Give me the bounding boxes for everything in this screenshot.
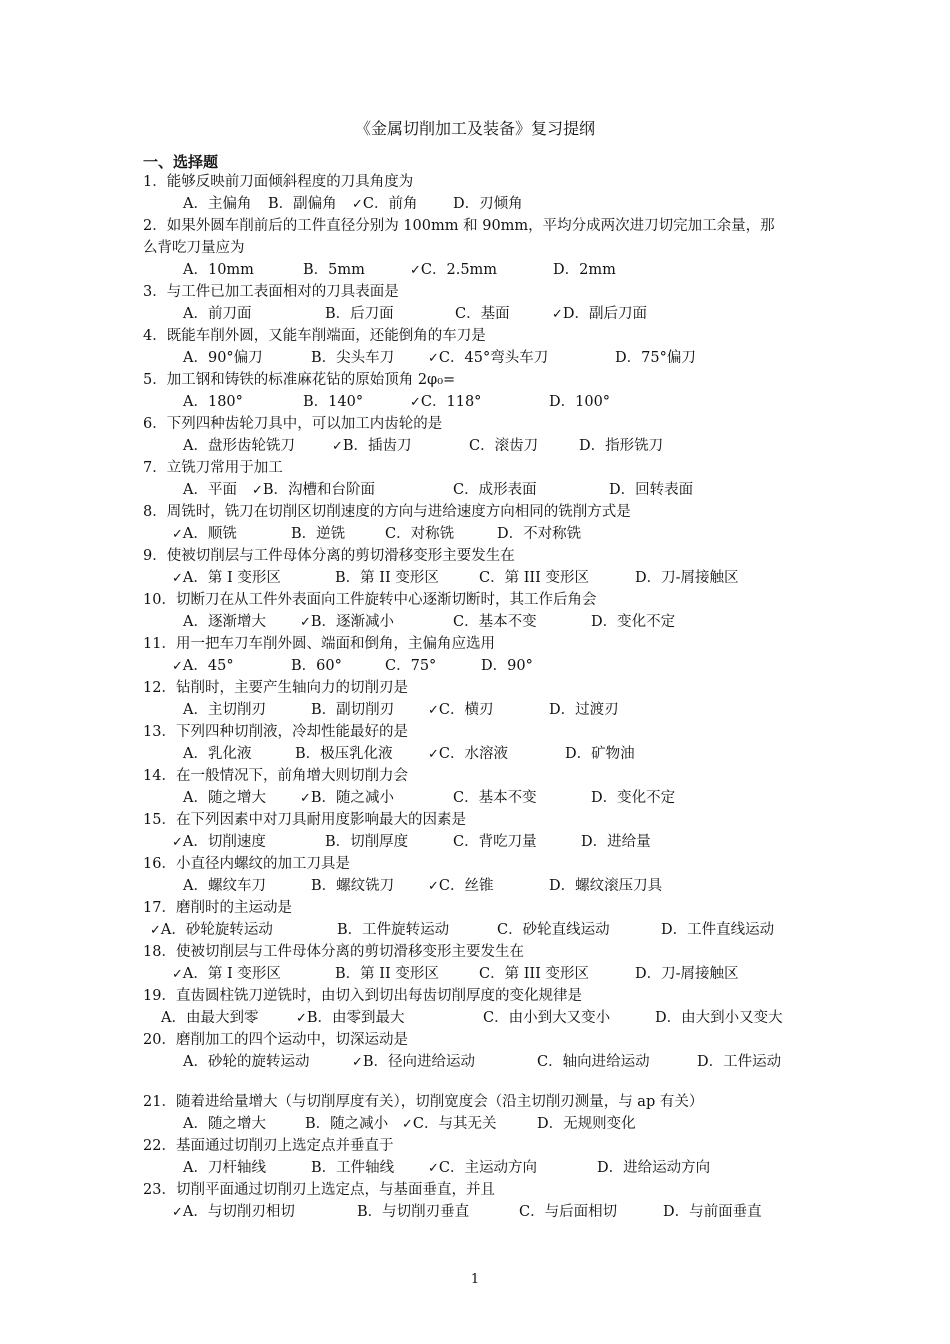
option-label: D．刀-屑接触区 xyxy=(635,966,739,982)
option-label: D．进给量 xyxy=(581,834,651,850)
option-choice xyxy=(296,1007,405,1030)
option-choice xyxy=(428,1157,537,1180)
option-label: C．砂轮直线运动 xyxy=(497,922,610,938)
option-choice xyxy=(172,1201,295,1224)
option-label: B．径向进给运动 xyxy=(362,1054,476,1070)
option-choice xyxy=(305,1113,388,1135)
option-choice xyxy=(183,1051,309,1073)
check-mark-icon: ✓ xyxy=(300,791,311,806)
option-row xyxy=(161,1007,803,1029)
option-choice xyxy=(183,787,266,809)
option-label: A．盘形齿轮铣刀 xyxy=(183,438,295,454)
option-choice xyxy=(332,435,412,458)
question-item xyxy=(143,545,803,589)
page-number: 1 xyxy=(470,1272,480,1287)
option-choice xyxy=(553,259,616,281)
option-label: A．第 I 变形区 xyxy=(182,570,281,586)
question-item xyxy=(143,171,803,215)
option-label: B．工件旋转运动 xyxy=(337,922,450,938)
question-stem: 16．小直径内螺纹的加工刀具是 xyxy=(143,856,350,872)
check-mark-icon: ✓ xyxy=(402,1117,413,1132)
option-choice xyxy=(183,259,254,281)
option-label: A．180° xyxy=(183,394,243,410)
check-mark-icon: ✓ xyxy=(428,1161,439,1176)
option-row xyxy=(172,963,803,985)
question-item xyxy=(143,1029,803,1073)
option-label: C．水溶液 xyxy=(438,746,509,762)
option-label: A．随之增大 xyxy=(183,1116,266,1132)
question-item xyxy=(143,501,803,545)
option-choice xyxy=(428,875,494,898)
option-label: D．变化不定 xyxy=(591,790,676,806)
option-label: A．90°偏刀 xyxy=(183,350,263,366)
option-choice xyxy=(537,1113,636,1135)
option-row xyxy=(183,391,803,413)
option-choice xyxy=(303,391,363,413)
question-stem: 19．直齿圆柱铣刀逆铣时，由切入到切出每齿切削厚度的变化规律是 xyxy=(143,988,582,1004)
option-choice xyxy=(635,963,739,985)
question-stem: 12．钻削时，主要产生轴向力的切削刃是 xyxy=(143,680,408,696)
question-item xyxy=(143,589,803,633)
option-choice xyxy=(428,699,494,722)
option-choice xyxy=(335,567,439,589)
option-label: C．第 III 变形区 xyxy=(479,966,589,982)
option-choice xyxy=(183,875,266,897)
question-item xyxy=(143,809,803,853)
option-label: A．顺铣 xyxy=(182,526,237,542)
option-label: A．随之增大 xyxy=(183,790,266,806)
option-choice xyxy=(591,611,675,633)
option-label: C．轴向进给运动 xyxy=(537,1054,650,1070)
option-label: D．变化不定 xyxy=(591,614,676,630)
check-mark-icon: ✓ xyxy=(172,659,183,674)
option-choice xyxy=(469,435,538,457)
option-label: B．极压乳化液 xyxy=(295,746,393,762)
question-stem: 15．在下列因素中对刀具耐用度影响最大的因素是 xyxy=(143,812,466,828)
option-label: C．与其无关 xyxy=(412,1116,497,1132)
option-choice xyxy=(552,303,647,326)
option-choice xyxy=(615,347,696,369)
option-label: C．横刃 xyxy=(438,702,494,718)
question-stem: 14．在一般情况下，前角增大则切削力会 xyxy=(143,768,408,784)
option-choice xyxy=(172,831,266,854)
check-mark-icon: ✓ xyxy=(172,527,183,542)
option-choice xyxy=(311,699,394,721)
option-label: D．回转表面 xyxy=(609,482,694,498)
option-label: A．45° xyxy=(182,658,234,674)
question-stem: 13．下列四种切削液，冷却性能最好的是 xyxy=(143,724,408,740)
question-item xyxy=(143,457,803,501)
question-stem: 7．立铣刀常用于加工 xyxy=(143,460,283,476)
option-label: D．过渡刃 xyxy=(549,702,619,718)
option-label: A．10mm xyxy=(183,262,254,278)
option-choice xyxy=(453,787,537,809)
question-item xyxy=(143,985,803,1029)
option-label: D．矿物油 xyxy=(565,746,635,762)
option-label: B．逆铣 xyxy=(291,526,346,542)
check-mark-icon: ✓ xyxy=(172,967,183,982)
question-stem: 10．切断刀在从工件外表面向工件旋转中心逐渐切断时，其工作后角会 xyxy=(143,592,597,608)
option-choice xyxy=(519,1201,617,1223)
option-choice xyxy=(497,523,581,545)
question-item xyxy=(143,633,803,677)
option-row xyxy=(183,347,803,369)
option-label: B．与切削刃垂直 xyxy=(357,1204,470,1220)
option-label: B．5mm xyxy=(303,262,365,278)
option-label: D．螺纹滚压刀具 xyxy=(549,878,663,894)
question-stem: 20．磨削加工的四个运动中，切深运动是 xyxy=(143,1032,408,1048)
option-label: C．背吃刀量 xyxy=(453,834,537,850)
option-label: D．与前面垂直 xyxy=(663,1204,762,1220)
option-label: C．滚齿刀 xyxy=(469,438,539,454)
option-row xyxy=(183,303,803,325)
question-item xyxy=(143,1091,803,1135)
option-choice xyxy=(609,479,693,501)
option-choice xyxy=(661,919,774,941)
option-choice xyxy=(385,523,454,545)
section-title: 一、选择题 xyxy=(143,153,219,171)
question-item xyxy=(143,215,803,281)
option-choice xyxy=(481,655,533,677)
option-row xyxy=(172,567,803,589)
question-stem: 17．磨削时的主运动是 xyxy=(143,900,292,916)
option-choice xyxy=(303,259,365,281)
question-item xyxy=(143,897,803,941)
option-choice xyxy=(183,699,266,721)
question-item xyxy=(143,765,803,809)
option-label: D．工件运动 xyxy=(697,1054,782,1070)
option-choice xyxy=(172,523,237,546)
option-row xyxy=(172,523,803,545)
option-choice xyxy=(579,435,663,457)
option-choice xyxy=(635,567,739,589)
option-label: C．基面 xyxy=(455,306,510,322)
option-row xyxy=(183,875,803,897)
option-label: B．逐渐减小 xyxy=(310,614,395,630)
option-choice xyxy=(311,347,394,369)
option-choice xyxy=(311,1157,394,1179)
option-label: B．第 II 变形区 xyxy=(335,966,439,982)
option-choice xyxy=(352,193,418,216)
option-label: D．刃倾角 xyxy=(453,196,523,212)
option-choice xyxy=(549,875,662,897)
option-row xyxy=(183,193,803,215)
option-choice xyxy=(183,1157,266,1179)
option-label: C．第 III 变形区 xyxy=(479,570,589,586)
option-label: B．工件轴线 xyxy=(311,1160,395,1176)
check-mark-icon: ✓ xyxy=(428,879,439,894)
check-mark-icon: ✓ xyxy=(172,1205,183,1220)
option-choice xyxy=(453,611,537,633)
option-choice xyxy=(410,259,497,282)
option-label: A．由最大到零 xyxy=(161,1010,259,1026)
option-choice xyxy=(497,919,610,941)
option-label: B．由零到最大 xyxy=(306,1010,405,1026)
option-row xyxy=(183,1113,803,1135)
question-stem: 4．既能车削外圆，又能车削端面，还能倒角的车刀是 xyxy=(143,328,486,344)
question-stem: 5．加工钢和铸铁的标准麻花钻的原始顶角 2φ₀= xyxy=(143,372,456,388)
question-item xyxy=(143,1135,803,1179)
option-choice xyxy=(300,787,394,810)
check-mark-icon: ✓ xyxy=(428,351,439,366)
check-mark-icon: ✓ xyxy=(252,483,263,498)
option-choice xyxy=(565,743,635,765)
option-label: B．副偏角 xyxy=(268,196,337,212)
check-mark-icon: ✓ xyxy=(300,615,311,630)
option-choice xyxy=(697,1051,781,1073)
option-label: A．刀杆轴线 xyxy=(183,1160,266,1176)
option-choice xyxy=(402,1113,497,1136)
blank-line xyxy=(143,1073,803,1091)
option-label: C．基本不变 xyxy=(453,614,537,630)
option-choice xyxy=(311,875,394,897)
check-mark-icon: ✓ xyxy=(552,307,563,322)
option-choice xyxy=(453,193,523,215)
option-row xyxy=(183,699,803,721)
option-choice xyxy=(291,523,345,545)
option-label: A．逐渐增大 xyxy=(183,614,266,630)
option-label: D．不对称铣 xyxy=(497,526,582,542)
check-mark-icon: ✓ xyxy=(150,923,161,938)
option-label: D．刀-屑接触区 xyxy=(635,570,739,586)
question-item xyxy=(143,853,803,897)
option-label: C．主运动方向 xyxy=(438,1160,538,1176)
question-item xyxy=(143,413,803,457)
option-choice xyxy=(357,1201,469,1223)
question-stem: 23．切削平面通过切削刃上选定点，与基面垂直，并且 xyxy=(143,1182,495,1198)
option-choice xyxy=(291,655,342,677)
option-choice xyxy=(453,831,537,853)
option-choice xyxy=(428,347,548,370)
option-choice xyxy=(410,391,481,414)
option-label: B．螺纹铣刀 xyxy=(311,878,395,894)
option-choice xyxy=(352,1051,475,1074)
question-item xyxy=(143,721,803,765)
option-choice xyxy=(549,699,619,721)
question-stem: 8．周铣时，铣刀在切削区切削速度的方向与进给速度方向相同的铣削方式是 xyxy=(143,504,631,520)
option-label: C．2.5mm xyxy=(420,262,498,278)
option-label: D．指形铣刀 xyxy=(579,438,664,454)
option-label: C．基本不变 xyxy=(453,790,537,806)
option-label: C．前角 xyxy=(362,196,418,212)
option-choice xyxy=(150,919,273,942)
option-label: D．进给运动方向 xyxy=(597,1160,711,1176)
option-choice xyxy=(325,303,394,325)
option-choice xyxy=(300,611,394,634)
option-label: A．前刀面 xyxy=(183,306,252,322)
option-label: B．随之减小 xyxy=(305,1116,389,1132)
option-choice xyxy=(655,1007,783,1029)
option-label: A．砂轮的旋转运动 xyxy=(183,1054,310,1070)
option-choice xyxy=(325,831,408,853)
option-choice xyxy=(183,743,251,765)
option-row xyxy=(183,743,803,765)
option-label: C．丝锥 xyxy=(438,878,494,894)
check-mark-icon: ✓ xyxy=(410,263,421,278)
question-stem: 21．随着进给量增大（与切削厚度有关），切削宽度会（沿主切削刃测量，与 ap 有关） xyxy=(143,1094,704,1110)
page-title: 《金属切削加工及装备》复习提纲 xyxy=(354,119,595,138)
check-mark-icon: ✓ xyxy=(332,439,343,454)
option-label: B．副切削刃 xyxy=(311,702,395,718)
option-label: A．乳化液 xyxy=(183,746,252,762)
option-row xyxy=(183,259,803,281)
option-row xyxy=(183,611,803,633)
option-choice xyxy=(183,1113,266,1135)
option-label: B．第 II 变形区 xyxy=(335,570,439,586)
question-stem: 6．下列四种齿轮刀具中，可以加工内齿轮的是 xyxy=(143,416,443,432)
option-choice xyxy=(337,919,449,941)
option-choice xyxy=(172,963,281,986)
option-choice xyxy=(597,1157,710,1179)
option-choice xyxy=(252,479,375,502)
option-row xyxy=(150,919,803,941)
option-label: D．副后刀面 xyxy=(562,306,648,322)
check-mark-icon: ✓ xyxy=(172,835,183,850)
question-stem: 3．与工件已加工表面相对的刀具表面是 xyxy=(143,284,399,300)
question-stem: 22．基面通过切削刃上选定点并垂直于 xyxy=(143,1138,394,1154)
option-label: D．无规则变化 xyxy=(537,1116,636,1132)
option-label: B．后刀面 xyxy=(325,306,394,322)
option-label: A．与切削刃相切 xyxy=(182,1204,295,1220)
option-choice xyxy=(479,963,589,985)
question-item xyxy=(143,677,803,721)
option-choice xyxy=(268,193,337,215)
question-stem: 11．用一把车刀车削外圆、端面和倒角，主偏角应选用 xyxy=(143,636,495,652)
option-choice xyxy=(183,391,243,413)
option-label: B．尖头车刀 xyxy=(311,350,395,366)
check-mark-icon: ✓ xyxy=(410,395,421,410)
question-stem: 2．如果外圆车削前后的工件直径分别为 100mm 和 90mm，平均分成两次进刀切完加工余量，那么背吃刀量应为 xyxy=(143,218,775,256)
check-mark-icon: ✓ xyxy=(352,197,363,212)
option-label: D．工件直线运动 xyxy=(661,922,775,938)
option-row xyxy=(183,1051,803,1073)
option-choice xyxy=(183,347,263,369)
option-choice xyxy=(483,1007,610,1029)
option-choice xyxy=(479,567,589,589)
option-choice xyxy=(161,1007,258,1029)
option-choice xyxy=(183,193,251,215)
option-choice xyxy=(428,743,508,766)
option-label: A．第 I 变形区 xyxy=(182,966,281,982)
option-row xyxy=(183,1157,803,1179)
option-choice xyxy=(183,303,251,325)
option-choice xyxy=(295,743,393,765)
option-choice xyxy=(591,787,675,809)
option-row xyxy=(183,435,803,457)
option-label: B．切削厚度 xyxy=(325,834,409,850)
option-label: C．对称铣 xyxy=(385,526,455,542)
check-mark-icon: ✓ xyxy=(352,1055,363,1070)
question-item xyxy=(143,281,803,325)
question-stem: 9．使被切削层与工件母体分离的剪切滑移变形主要发生在 xyxy=(143,548,515,564)
question-item xyxy=(143,941,803,985)
option-label: C．与后面相切 xyxy=(519,1204,618,1220)
option-label: A．平面 xyxy=(183,482,237,498)
option-label: D．2mm xyxy=(553,262,616,278)
question-item xyxy=(143,325,803,369)
option-choice xyxy=(453,479,537,501)
option-label: B．随之减小 xyxy=(310,790,395,806)
option-label: C．45°弯头车刀 xyxy=(438,350,549,366)
option-choice xyxy=(549,391,610,413)
option-row xyxy=(172,831,803,853)
option-row xyxy=(183,787,803,809)
option-choice xyxy=(183,611,266,633)
option-label: C．由小到大又变小 xyxy=(483,1010,611,1026)
option-row xyxy=(172,655,803,677)
option-label: A．主偏角 xyxy=(183,196,252,212)
option-label: A．砂轮旋转运动 xyxy=(160,922,273,938)
check-mark-icon: ✓ xyxy=(428,747,439,762)
option-choice xyxy=(183,435,295,457)
question-item xyxy=(143,1179,803,1223)
option-choice xyxy=(172,655,234,678)
question-item xyxy=(143,369,803,413)
option-row xyxy=(183,479,803,501)
option-choice xyxy=(663,1201,762,1223)
option-choice xyxy=(537,1051,650,1073)
option-label: D．75°偏刀 xyxy=(615,350,696,366)
option-label: A．切削速度 xyxy=(182,834,266,850)
option-choice xyxy=(455,303,510,325)
question-list xyxy=(143,171,803,1223)
option-label: C．成形表面 xyxy=(453,482,537,498)
option-row xyxy=(172,1201,803,1223)
option-label: B．140° xyxy=(303,394,364,410)
option-label: D．90° xyxy=(481,658,533,674)
option-label: B．插齿刀 xyxy=(342,438,412,454)
check-mark-icon: ✓ xyxy=(172,571,183,586)
option-label: A．螺纹车刀 xyxy=(183,878,266,894)
option-label: D．由大到小又变大 xyxy=(655,1010,783,1026)
option-choice xyxy=(172,567,281,590)
option-choice xyxy=(385,655,436,677)
check-mark-icon: ✓ xyxy=(296,1011,307,1026)
option-label: B．60° xyxy=(291,658,342,674)
option-label: B．沟槽和台阶面 xyxy=(262,482,376,498)
option-choice xyxy=(581,831,651,853)
option-label: D．100° xyxy=(549,394,611,410)
option-label: C．118° xyxy=(420,394,482,410)
question-stem: 1．能够反映前刀面倾斜程度的刀具角度为 xyxy=(143,174,414,190)
option-choice xyxy=(335,963,439,985)
question-stem: 18．使被切削层与工件母体分离的剪切滑移变形主要发生在 xyxy=(143,944,524,960)
check-mark-icon: ✓ xyxy=(428,703,439,718)
option-label: A．主切削刃 xyxy=(183,702,266,718)
option-choice xyxy=(183,479,237,501)
option-label: C．75° xyxy=(385,658,437,674)
